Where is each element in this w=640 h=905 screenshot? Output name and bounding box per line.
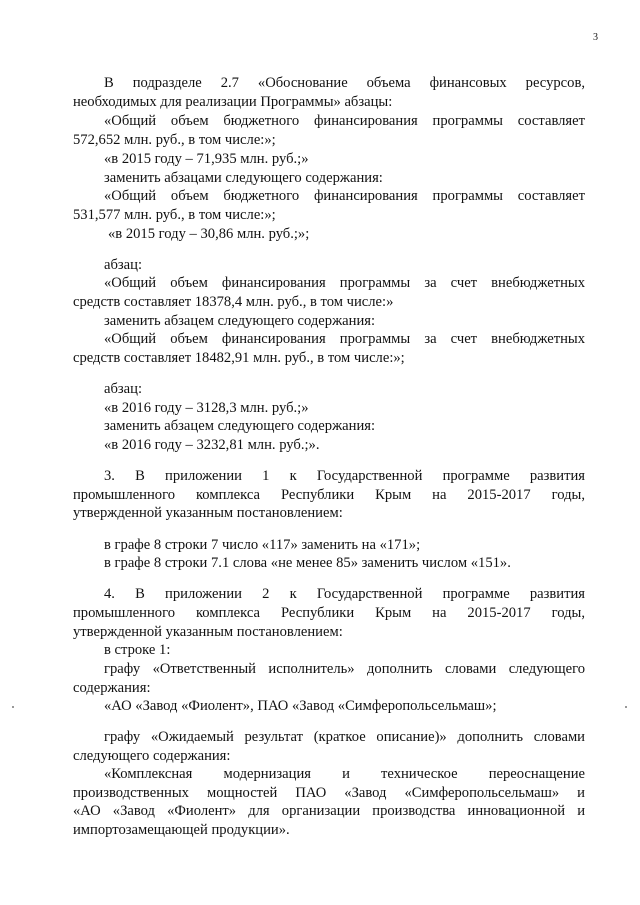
paragraph-line: импортозамещающей продукции». [73,822,290,838]
paragraph-line: «Общий объем бюджетного финансирования программы составляет [104,113,585,129]
paragraph-line: заменить абзацем следующего содержания: [104,418,376,434]
paragraph-line: следующего содержания: [73,748,231,764]
paragraph-line: графу «Ответственный исполнитель» дополнить словами следующего [104,661,585,677]
paragraph-line: заменить абзацами следующего содержания: [104,170,383,186]
scan-artifact [12,706,14,708]
paragraph-line: 3. В приложении 1 к Государственной программе развития [104,468,585,484]
paragraph-line: утвержденной указанным постановлением: [73,624,343,640]
paragraph-line: «Общий объем финансирования программы за счет внебюджетных [104,331,585,347]
paragraph-line: необходимых для реализации Программы» абзацы: [73,94,393,110]
paragraph-line: «в 2015 году – 71,935 млн. руб.;» [104,151,309,167]
paragraph-line: абзац: [104,257,143,273]
paragraph-line: абзац: [104,381,143,397]
paragraph-line: 4. В приложении 2 к Государственной программе развития [104,586,585,602]
paragraph-line: в графе 8 строки 7 число «117» заменить на «171»; [104,537,421,553]
paragraph-line: содержания: [73,680,151,696]
paragraph-line: «в 2016 году – 3128,3 млн. руб.;» [104,400,309,416]
paragraph-line: В подразделе 2.7 «Обоснование объема финансовых ресурсов, [104,75,585,91]
paragraph-line: «АО «Завод «Фиолент» для организации производства инновационной и [73,803,585,819]
paragraph-line: промышленного комплекса Республики Крым на 2015-2017 годы, [73,487,585,503]
paragraph-line: «в 2015 году – 30,86 млн. руб.;»; [108,226,310,242]
paragraph-line: «Комплексная модернизация и техническое переоснащение [104,766,585,782]
paragraph-line: 531,577 млн. руб., в том числе:»; [73,207,276,223]
paragraph-line: средств составляет 18378,4 млн. руб., в том числе:» [73,294,394,310]
paragraph-line: промышленного комплекса Республики Крым на 2015-2017 годы, [73,605,585,621]
paragraph-line: производственных мощностей ПАО «Завод «Симферопольсельмаш» и [73,785,585,801]
page-number: 3 [593,32,598,43]
paragraph-line: заменить абзацем следующего содержания: [104,313,376,329]
paragraph-line: «Общий объем бюджетного финансирования программы составляет [104,188,585,204]
paragraph-line: «АО «Завод «Фиолент», ПАО «Завод «Симферопольсельмаш»; [104,698,497,714]
paragraph-line: графу «Ожидаемый результат (краткое описание)» дополнить словами [104,729,585,745]
scan-artifact [625,706,627,708]
paragraph-line: «в 2016 году – 3232,81 млн. руб.;». [104,437,320,453]
paragraph-line: 572,652 млн. руб., в том числе:»; [73,132,276,148]
paragraph-line: в строке 1: [104,642,171,658]
paragraph-line: средств составляет 18482,91 млн. руб., в том числе:»; [73,350,405,366]
paragraph-line: утвержденной указанным постановлением: [73,505,343,521]
paragraph-line: «Общий объем финансирования программы за счет внебюджетных [104,275,585,291]
paragraph-line: в графе 8 строки 7.1 слова «не менее 85» заменить числом «151». [104,555,511,571]
